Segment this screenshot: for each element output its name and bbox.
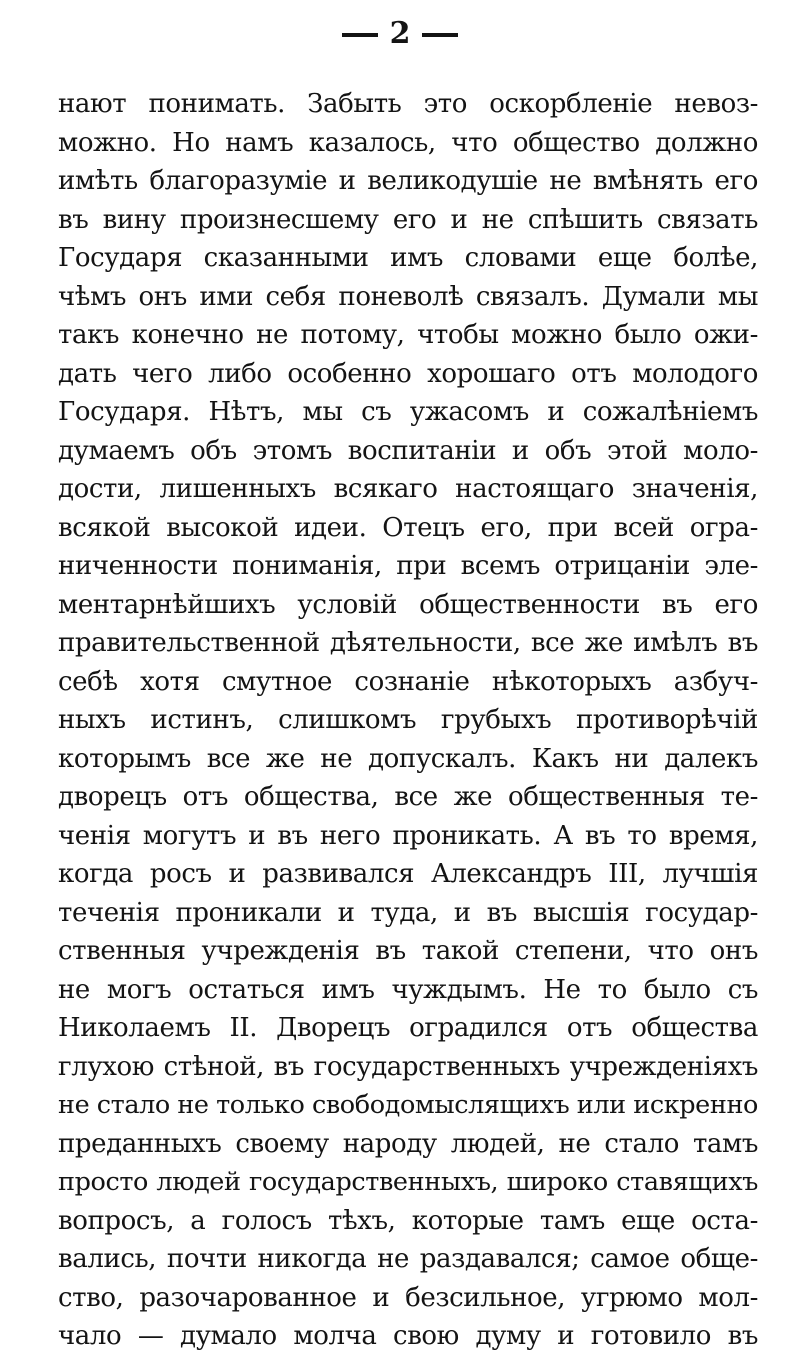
text-line: имѣть благоразуміе и великодушіе не вмѣнять его	[58, 166, 758, 196]
text-line: когда росъ и развивался Александръ III, лучшія	[58, 859, 758, 889]
text-line: Государя. Нѣтъ, мы съ ужасомъ и сожалѣніемъ	[58, 397, 758, 427]
text-line: всякой высокой идеи. Отецъ его, при всей огра-	[58, 512, 758, 543]
text-line: чѣмъ онъ ими себя поневолѣ связалъ. Думали мы	[58, 281, 758, 312]
text-line: чало — думало молча свою думу и готовило въ	[58, 1321, 758, 1351]
text-line: ственныя учрежденія въ такой степени, что онъ	[58, 936, 758, 966]
text-line: вопросъ, а голосъ тѣхъ, которые тамъ еще оста-	[58, 1205, 758, 1236]
text-line: Николаемъ II. Дворецъ оградился отъ общества	[58, 1013, 758, 1043]
text-line: теченія проникали и туда, и въ высшія государ-	[58, 897, 758, 928]
text-line: такъ конечно не потому, чтобы можно было ожи-	[58, 320, 758, 350]
header-left-dash	[342, 33, 378, 37]
page-number: 2	[389, 16, 411, 51]
text-line: которымъ все же не допускалъ. Какъ ни далекъ	[58, 743, 758, 774]
text-line: не могъ остаться имъ чуждымъ. Не то было съ	[58, 974, 758, 1005]
header-right-dash	[422, 33, 458, 37]
text-line: правительственной дѣятельности, все же имѣлъ въ	[58, 628, 758, 658]
text-line: дать чего либо особенно хорошаго отъ молодого	[58, 358, 758, 389]
text-line: дворецъ отъ общества, все же общественныя те-	[58, 782, 758, 812]
text-line: ченія могутъ и въ него проникать. А въ то время,	[58, 820, 758, 851]
text-line: ство, разочарованное и безсильное, угрюмо мол-	[58, 1282, 758, 1313]
text-line: ныхъ истинъ, слишкомъ грубыхъ противорѣчій	[58, 705, 758, 735]
text-line: въ вину произнесшему его и не спѣшить связать	[58, 204, 758, 235]
text-line: вались, почти никогда не раздавался; самое обще-	[58, 1244, 758, 1274]
text-line: можно. Но намъ казалось, что общество должно	[58, 127, 758, 158]
text-line: ментарнѣйшихъ условій общественности въ его	[58, 589, 758, 620]
page-header	[0, 14, 800, 54]
text-line: нают понимать. Забыть это оскорбленіе невоз-	[58, 89, 758, 119]
text-line: дости, лишенныхъ всякаго настоящаго значенія,	[58, 474, 758, 504]
text-line: преданныхъ своему народу людей, не стало тамъ	[58, 1128, 758, 1159]
text-line: думаемъ объ этомъ воспитаніи и объ этой моло-	[58, 435, 758, 466]
text-line: ниченности пониманія, при всемъ отрицаніи эле-	[58, 551, 758, 581]
text-line: глухою стѣной, въ государственныхъ учрежденіяхъ	[58, 1051, 758, 1082]
body-text	[58, 85, 758, 1356]
text-line: себѣ хотя смутное сознаніе нѣкоторыхъ азбуч-	[58, 666, 758, 697]
text-line: не стало не только свободомыслящихъ или искренно	[58, 1090, 758, 1120]
text-line: Государя сказанными имъ словами еще болѣе,	[58, 243, 758, 273]
text-line: просто людей государственныхъ, широко ставящихъ	[58, 1167, 758, 1197]
